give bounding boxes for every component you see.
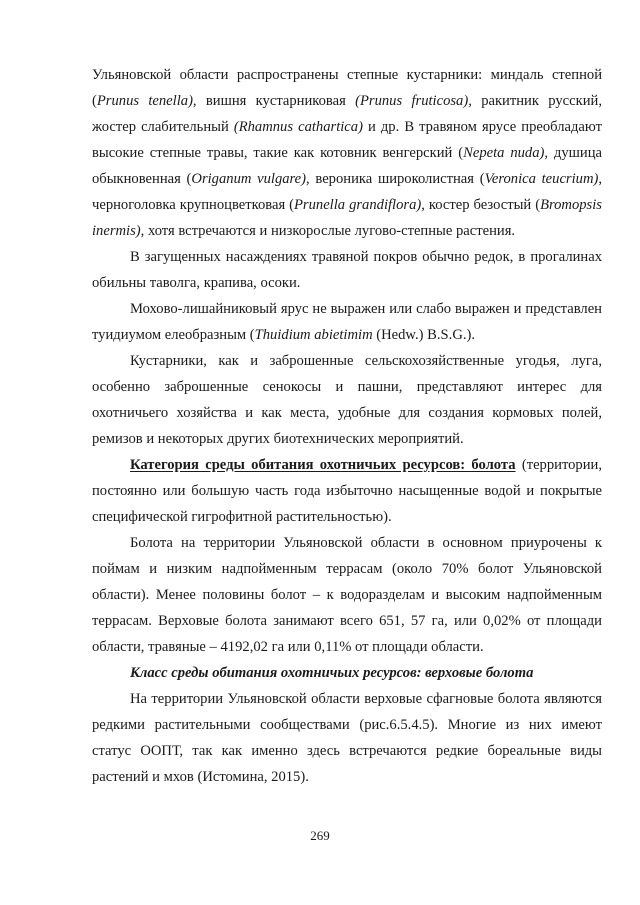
latin-name: (Prunus fruticosa), [355,93,472,109]
paragraph-6 [92,530,602,660]
text-run: Болота на территории Ульяновской области в основном приурочены к поймам и низким надпойменным террасам (около 70% болот Ульяновской области). Менее половины болот – к водоразделам и высоким надпойменным террасам. Верховые болота занимают всего 651, 57 га, или 0,02% от площади области, травяные – 4192,02 га или 0,11% от площади области. [92,535,602,655]
category-heading: Категория среды обитания охотничьих ресурсов: болота [130,457,516,473]
text-run: Мохово-лишайниковый ярус не выражен или слабо выражен и представлен туидиумом елеобразным ( [92,301,602,343]
paragraph-7 [92,660,602,686]
text-run: костер безостый ( [424,197,541,213]
page-number: 269 [310,828,330,843]
text-run: На территории Ульяновской области верховые сфагновые болота являются редкими растительными сообществами (рис.6.5.4.5). Многие из них имеют статус ООПТ, так как именно здесь встречаются редкие бореальные виды растений и мхов (Истомина, 2015). [92,691,602,785]
latin-name: Nepeta nuda) [463,145,545,161]
latin-name: Prunus tenella), [96,93,197,109]
latin-name: Thuidium abietimim [254,327,373,343]
document-body [92,62,602,790]
paragraph-2 [92,244,602,296]
text-run: (территории, постоянно или большую часть года избыточно насыщенные водой и покрытые специфической гигрофитной растительностью). [92,457,602,525]
latin-name: Origanum vulgare) [191,171,307,187]
text-run: Кустарники, как и заброшенные сельскохозяйственные угодья, луга, особенно заброшенные сенокосы и пашни, представляют интерес для охотничьего хозяйства и как места, удобные для создания кормовых полей, ремизов и некоторых других биотехнических мероприятий. [92,353,602,447]
latin-name: (Rhamnus cathartica) [233,119,363,135]
latin-name: Veronica teucrium) [484,171,599,187]
text-run: В загущенных насаждениях травяной покров обычно редок, в прогалинах обильны таволга, крапива, осоки. [92,249,602,291]
text-run: , черноголовка крупноцветковая ( [92,171,603,213]
paragraph-8 [92,686,602,790]
text-run: Ульяновской области распространены степные кустарники: миндаль степной ( [92,67,602,109]
paragraph-5 [92,452,602,530]
paragraph-4 [92,348,602,452]
text-run: , вероника широколистная ( [306,171,485,187]
paragraph-1 [92,62,602,244]
text-run: , душица обыкновенная ( [92,145,602,187]
paragraph-3 [92,296,602,348]
text-run: (Hedw.) B.S.G.). [372,327,476,343]
text-run: вишня кустарниковая [196,93,356,109]
text-run: и др. В травяном ярусе преобладают высокие степные травы, такие как котовник венгерский ( [92,119,602,161]
latin-name: Prunella grandiflora), [294,197,425,213]
latin-name: Bromopsis inermis) [92,197,602,239]
text-run: ракитник русский, жостер слабительный [92,93,602,135]
text-run: , хотя встречаются и низкорослые лугово-степные растения. [140,223,516,239]
class-heading: Класс среды обитания охотничьих ресурсов: верховые болота [130,665,534,681]
